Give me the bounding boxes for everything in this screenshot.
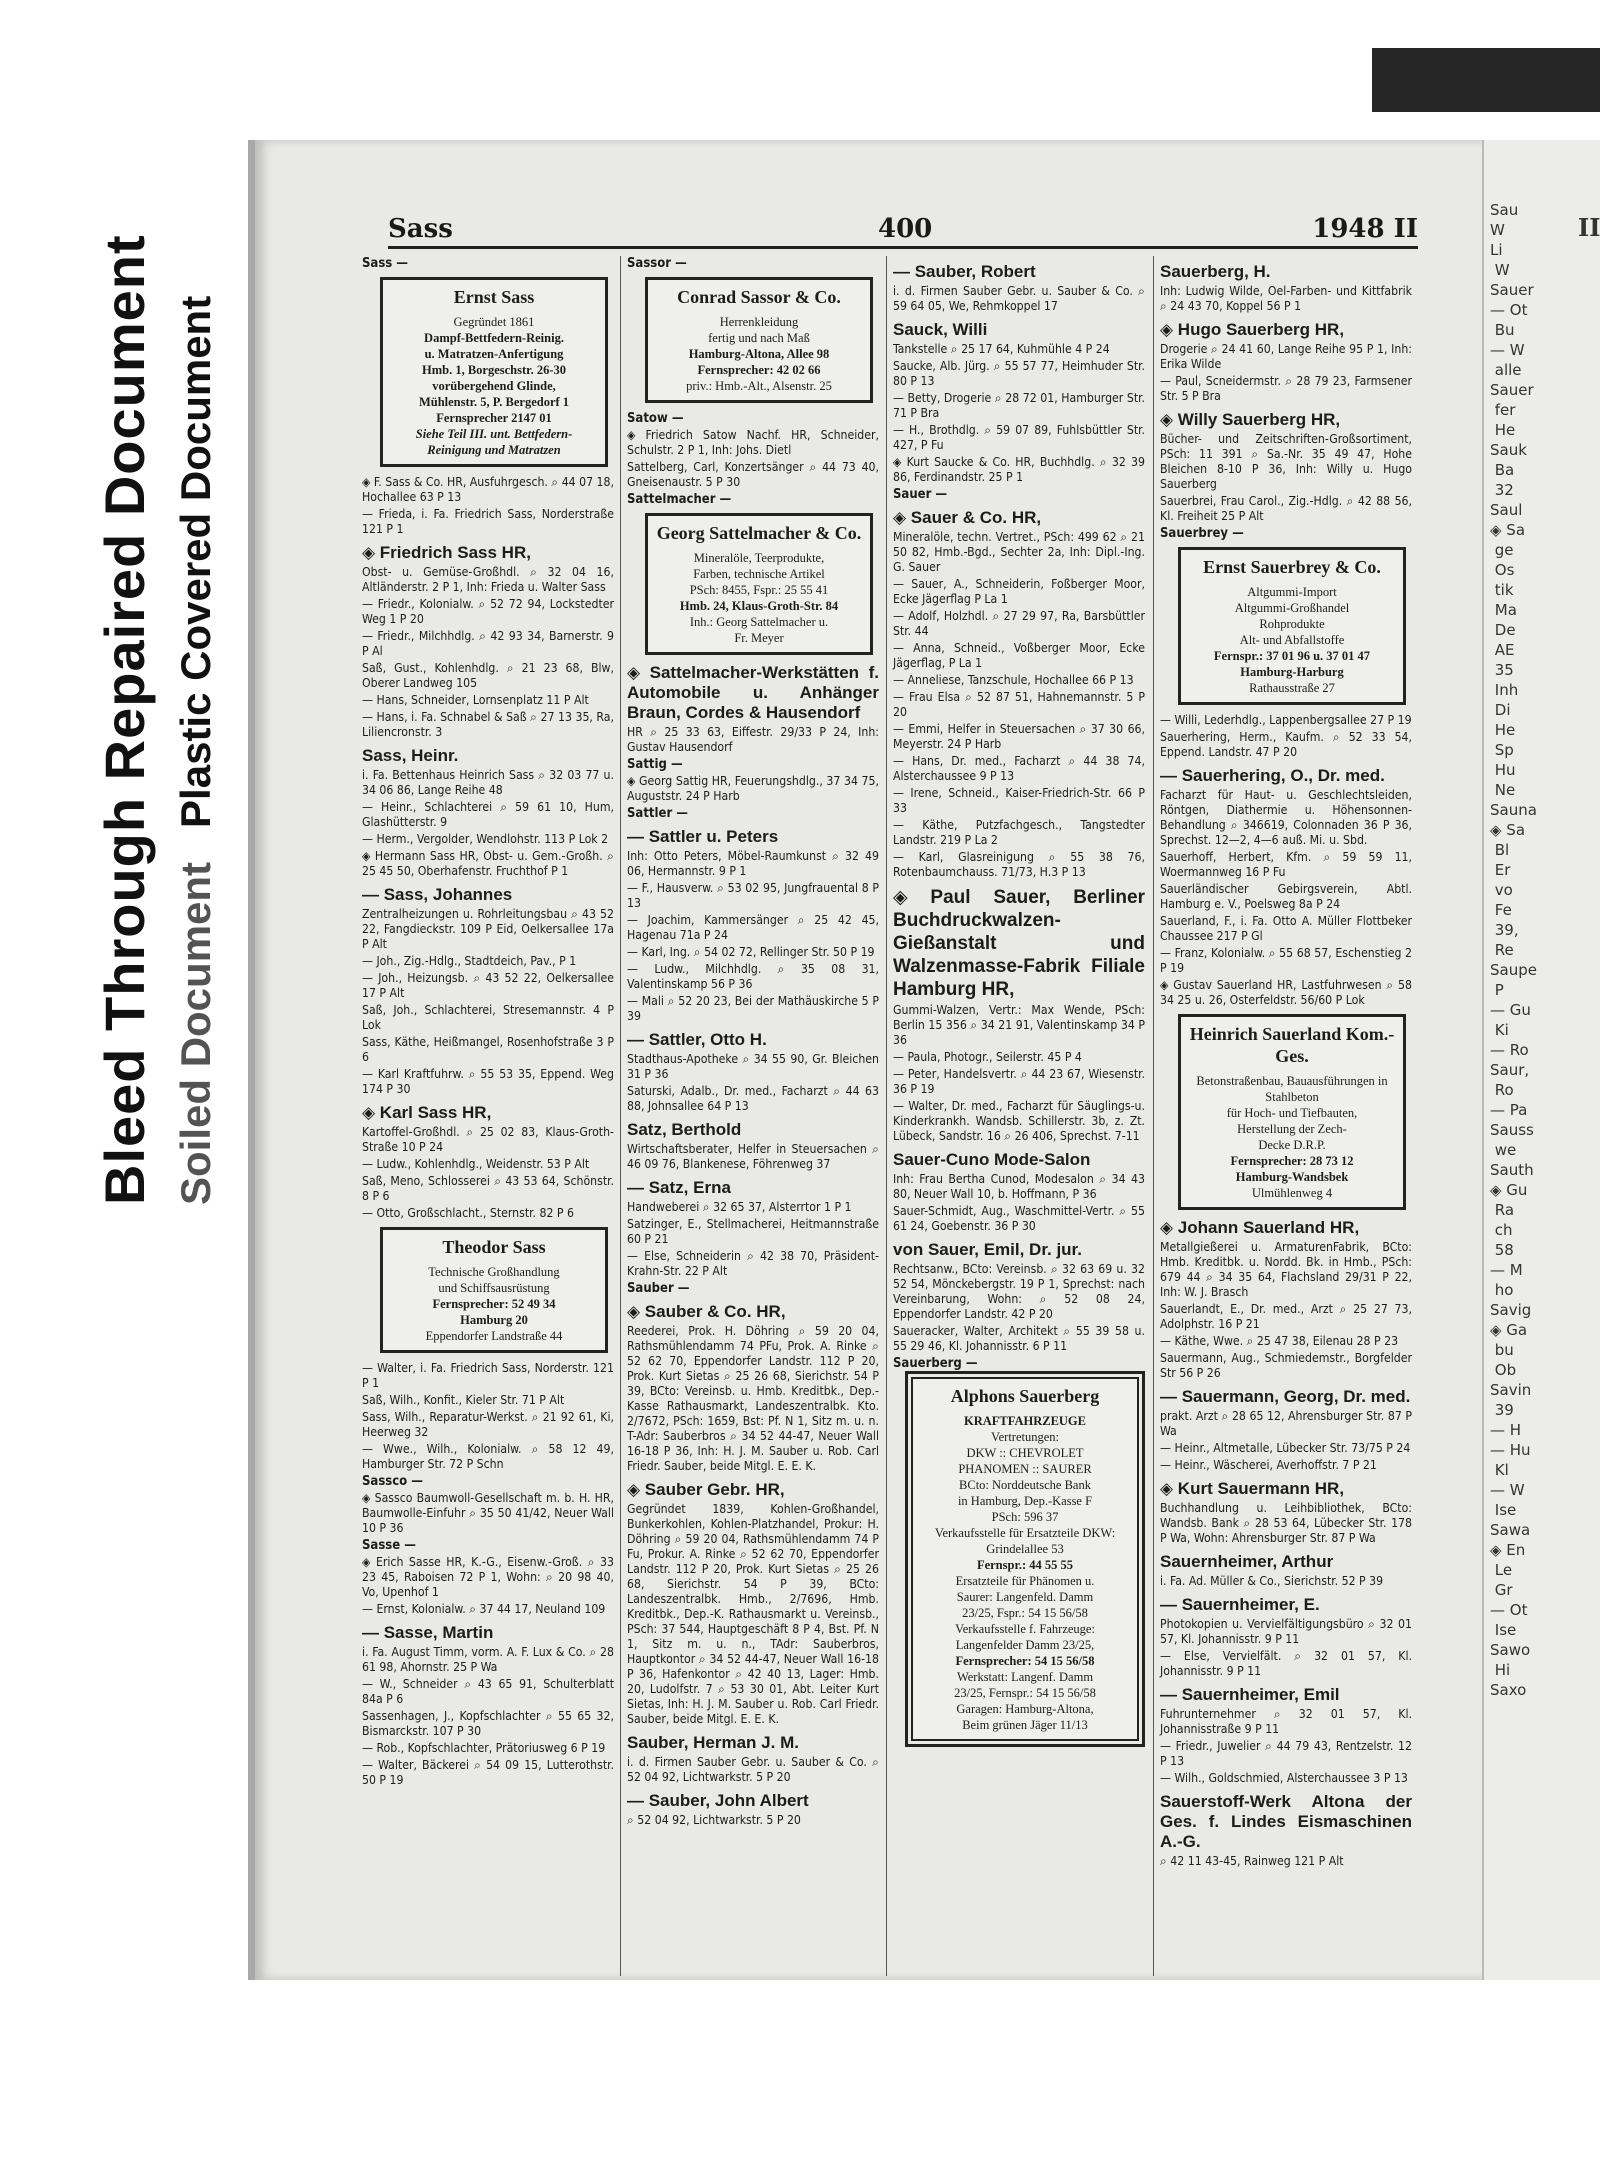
listing-name: Satz, Berthold [627,1120,742,1139]
listing-entry: Reederei, Prok. H. Döhring ⌕ 59 20 04, Rathsmühlendamm 74 PFu, Prok. A. Rinke ⌕ 52 62 70, Eppendorfer Landstr. 112 P 20, Prok. Kurt Sietas ⌕ 25 26 68, Sierichstr. 54 P 39, BCto: Vereinsb. u. Hmb. Kreditbk., Dep.-Kasse Rathausmarkt, Landeszentralbk. Kto. 2/7672, PSch: 1659, Bst: Pf. N 1, Sitz m. u. n. T-Adr: Sauberbros ⌕ 34 52 44-47, Neuer Wall 16-18 P 36, Inh: H. J. M. Sauber u. Rob. Carl Friedr. Sauber, beide Mitgl. E. E. K. [627,1324,879,1473]
advertisement-line: Eppendorfer Landstraße 44 [425,1329,563,1343]
advertisement-line: fertig und nach Maß [708,331,810,345]
listing-entry: Stadthaus-Apotheke ⌕ 34 55 90, Gr. Bleichen 31 P 36 [627,1052,879,1081]
listing-entry: — Karl Kraftfuhrw. ⌕ 55 53 35, Eppend. Weg 174 P 30 [362,1067,614,1096]
section-heading: Sauber — [627,1281,690,1296]
advertisement-line: Vertretungen: [990,1430,1060,1444]
listing-entry: Gegründet 1839, Kohlen-Großhandel, Bunkerkohlen, Kohlen-Platzhandel, Prokur: H. Döhring ⌕ 59 20 04, Rathsmühlendamm 74 P Fu, Prokur. A. Rinke ⌕ 52 62 70, Eppendorfer Landstr. 112 P 20, Prok. Kurt Sietas ⌕ 25 26 68, Sierichstr. 54 P 39, BCto: Landeszentralbk. Hmb., 2/7696, Hmb. Kreditbk., Dep.-K. Rathausmarkt u. Vereinsb., PSch: 37 544, Hauptgeschäft 8 P 4, Bst. Pf. N 1, Sitz m. u. n., TAdr: Sauberbros, Hauptkontor ⌕ 34 52 44-47, Neuer Wall 16-18 P 36, Hafenkontor ⌕ 42 40 13, Lager: Hmb. 20, Ludolfstr. 7 ⌕ 53 30 01, Abt. Leiter Kurt Sietas, Inh: H. J. M. Sauber u. Rob. Carl Friedr. Sauber, beide Mitgl. E. E. K. [627,1502,879,1726]
advertisement-line: Garagen: Hamburg-Altona, [956,1702,1094,1716]
listing-entry: Bücher- und Zeitschriften-Großsortiment, PSch: 11 391 ⌕ Sa.-Nr. 35 49 47, Hohe Bleichen 8-10 P 36, Inh: Willy u. Hugo Sauerberg [1160,432,1412,491]
listing-entry: — Herm., Vergolder, Wendlohstr. 113 P Lok 2 [362,832,609,846]
advertisement-box [380,277,608,467]
listing-entry: — Anna, Schneid., Voßberger Moor, Ecke Jägerflag, P La 1 [893,641,1145,670]
listing-entry: Inh: Frau Bertha Cunod, Modesalon ⌕ 34 43 80, Neuer Wall 10, b. Hoffmann, P 36 [893,1172,1145,1201]
advertisement-line: Verkaufsstelle f. Fahrzeuge: [955,1622,1095,1636]
advertisement-line: Rohprodukte [1259,617,1325,631]
listing-name: ◈ Kurt Sauermann HR, [1160,1479,1345,1498]
advertisement-line: und Schiffsausrüstung [438,1281,550,1295]
listing-name: von Sauer, Emil, Dr. jur. [893,1240,1082,1259]
advertisement-line: Siehe Teil III. unt. Bettfedern- [415,427,573,441]
advertisement-line: Altgummi-Import [1247,585,1337,599]
listing-entry: — Franz, Kolonialw. ⌕ 55 68 57, Eschenstieg 2 P 19 [1160,946,1412,975]
listing-entry: Handweberei ⌕ 32 65 37, Alsterrtor 1 P 1 [627,1200,852,1214]
listing-entry: — Joh., Zig.-Hdlg., Stadtdeich, Pav., P 1 [362,954,577,968]
advertisement-line: für Hoch- und Tiefbauten, [1226,1106,1358,1120]
advertisement-box [911,1377,1139,1741]
listing-name: ◈ Paul Sauer, Berliner Buchdruckwalzen-Gießanstalt und Walzenmasse-Fabrik Filiale Hamburg HR, [893,887,1145,1000]
listing-entry: — H., Brothdlg. ⌕ 59 07 89, Fuhlsbüttler Str. 427, P Fu [893,423,1145,452]
listing-entry: — Else, Schneiderin ⌕ 42 38 70, Präsident-Krahn-Str. 22 P Alt [627,1249,879,1278]
listing-entry: — F., Hausverw. ⌕ 53 02 95, Jungfrauental 8 P 13 [627,881,879,910]
advertisement-line: Fernsprecher: 42 02 66 [697,363,821,377]
adjacent-header: II [1578,213,1600,242]
advertisement-line: Fernsprecher 2147 01 [436,411,552,425]
advertisement-line: u. Matratzen-Anfertigung [424,347,564,361]
advertisement-line: Fernsprecher: 54 15 56/58 [955,1654,1095,1668]
listing-name: — Sauber, Robert [893,262,1036,281]
advertisement-line: Decke D.R.P. [1258,1138,1326,1152]
listing-entry: Buchhandlung u. Leihbibliothek, BCto: Wandsb. Bank ⌕ 28 53 64, Lübecker Str. 178 P Wa, Wohn: Ahrensburger Str. 87 P Wa [1160,1501,1412,1545]
listing-entry: — Mali ⌕ 52 20 23, Bei der Mathäuskirche 5 P 39 [627,994,879,1023]
advertisement-box [380,1227,608,1353]
advertisement-line: Beim grünen Jäger 11/13 [962,1718,1088,1732]
listing-entry: — Karl, Glasreinigung ⌕ 55 38 76, Rotenbaumchauss. 71/73, H.3 P 13 [893,850,1145,879]
listing-entry: — Karl, Ing. ⌕ 54 02 72, Rellinger Str. 50 P 19 [627,945,875,959]
listing-entry: — Willi, Lederhdlg., Lappenbergsallee 27 P 19 [1160,713,1412,727]
listing-name: — Sauermann, Georg, Dr. med. [1160,1387,1411,1406]
directory-column-3 [893,256,1145,1749]
advertisement-line: Altgummi-Großhandel [1234,601,1350,615]
advertisement-line: Ulmühlenweg 4 [1251,1186,1333,1200]
listing-entry: — Anneliese, Tanzschule, Hochallee 66 P 13 [893,673,1134,687]
label-plastic-covered: Plastic Covered Document [172,295,219,828]
advertisement-title: Conrad Sassor & Co. [677,287,841,307]
advertisement-box [1178,1014,1406,1210]
listing-name: — Satz, Erna [627,1178,731,1197]
listing-name: ◈ Sauber & Co. HR, [627,1302,786,1321]
advertisement-line: Alt- und Abfallstoffe [1239,633,1345,647]
listing-entry: Rechtsanw., BCto: Vereinsb. ⌕ 32 63 69 u. 32 52 54, Mönckebergstr. 19 P 1, Sprechst: nach Vereinbarung, Wohn: ⌕ 52 08 24, Eppendorfer Landstr. 42 P 20 [893,1262,1145,1321]
advertisement-line: Hmb. 1, Borgeschstr. 26-30 [422,363,566,377]
listing-entry: — Hans, Dr. med., Facharzt ⌕ 44 38 74, Alsterchaussee 9 P 13 [893,754,1145,783]
advertisement-title: Theodor Sass [442,1237,546,1257]
advertisement-line: Hmb. 24, Klaus-Groth-Str. 84 [679,599,839,613]
advertisement-line: Hamburg-Harburg [1240,665,1344,679]
listing-entry: i. Fa. August Timm, vorm. A. F. Lux & Co. ⌕ 28 61 98, Ahornstr. 25 P Wa [362,1645,614,1674]
listing-entry: ◈ Friedrich Satow Nachf. HR, Schneider, Schulstr. 2 P 1, Inh: Johs. Dietl [627,428,879,457]
advertisement-line: priv.: Hmb.-Alt., Alsenstr. 25 [686,379,832,393]
listing-name: ◈ Karl Sass HR, [362,1103,492,1122]
listing-entry: Sauer-Schmidt, Aug., Waschmittel-Vertr. ⌕ 55 61 24, Goebenstr. 36 P 30 [893,1204,1145,1233]
listing-entry: Inh: Otto Peters, Möbel-Raumkunst ⌕ 32 49 06, Hermannstr. 9 P 1 [627,849,879,878]
section-heading: Sattig — [627,757,683,772]
advertisement-line: PSch: 596 37 [991,1510,1059,1524]
listing-name: ◈ Sauer & Co. HR, [893,508,1042,527]
column-rule [620,256,621,1976]
advertisement-line: Gegründet 1861 [453,315,535,329]
advertisement-line: BCto: Norddeutsche Bank [959,1478,1091,1492]
advertisement-title: Ernst Sass [453,287,535,307]
listing-entry: Sass, Käthe, Heißmangel, Rosenhofstraße 3 P 6 [362,1035,614,1064]
label-soiled: Soiled Document [172,861,219,1205]
listing-entry: — Käthe, Wwe. ⌕ 25 47 38, Eilenau 28 P 23 [1160,1334,1399,1348]
advertisement-line: Hamburg-Altona, Allee 98 [688,347,830,361]
listing-entry: HR ⌕ 25 33 63, Eiffestr. 29/33 P 24, Inh: Gustav Hausendorf [627,725,879,754]
listing-name: — Sass, Johannes [362,885,513,904]
listing-entry: ◈ F. Sass & Co. HR, Ausfuhrgesch. ⌕ 44 07 18, Hochallee 63 P 13 [362,475,614,504]
adjacent-page-text: Sau W Li W Sauer — Ot Bu — W alle Sauer fer He Sauk Ba 32 Saul ◈ Sa ge Os tik Ma De AE 35 Inh Di He Sp Hu Ne Sauna ◈ Sa Bl Er vo Fe 39, Re Saupe P — Gu Ki — Ro Saur, Ro — Pa Sauss we Sauth ◈ Gu Ra ch 58 — M ho Savig ◈ Ga bu Ob Savin 39 — H — Hu Kl — W Ise Sawa ◈ En Le Gr — Ot Ise Sawo Hi Saxo [1490,201,1537,1699]
advertisement-line: Fernsprecher: 28 73 12 [1230,1154,1354,1168]
listing-entry: — Friedr., Juwelier ⌕ 44 79 43, Rentzelstr. 12 P 13 [1160,1739,1412,1768]
listing-entry: — Rob., Kopfschlachter, Prätoriusweg 6 P 19 [362,1741,606,1755]
advertisement-line: Mineralöle, Teerprodukte, [693,551,825,565]
listing-name: Sauck, Willi [893,320,988,339]
listing-entry: Photokopien u. Vervielfältigungsbüro ⌕ 32 01 57, Kl. Johannisstr. 9 P 11 [1160,1617,1412,1646]
listing-name: Sauernheimer, Arthur [1160,1552,1334,1571]
section-heading: Sattelmacher — [627,492,732,507]
listing-entry: — Else, Vervielfält. ⌕ 32 01 57, Kl. Johannisstr. 9 P 11 [1160,1649,1412,1678]
listing-entry: ◈ Gustav Sauerland HR, Lastfuhrwesen ⌕ 58 34 25 u. 26, Osterfeldstr. 56/60 P Lok [1160,978,1412,1007]
listing-entry: — Heinr., Wäscherei, Averhoffstr. 7 P 21 [1160,1458,1377,1472]
listing-entry: — Wwe., Wilh., Kolonialw. ⌕ 58 12 49, Hamburger Str. 72 P Schn [362,1442,614,1471]
listing-entry: — Friedr., Kolonialw. ⌕ 52 72 94, Lockstedter Weg 1 P 20 [362,597,614,626]
page-header [388,210,1418,249]
listing-name: — Sattler, Otto H. [627,1030,767,1049]
advertisement-line: 23/25, Fspr.: 54 15 56/58 [962,1606,1088,1620]
section-heading: Sass — [362,256,409,271]
listing-entry: — Walter, Bäckerei ⌕ 54 09 15, Lutterothstr. 50 P 19 [362,1758,614,1787]
listing-entry: — Hans, Schneider, Lornsenplatz 11 P Alt [362,693,589,707]
listing-entry: ◈ Georg Sattig HR, Feuerungshdlg., 37 34 75, Auguststr. 24 P Harb [627,774,879,803]
listing-name: Sauerstoff-Werk Altona der Ges. f. Lindes Eismaschinen A.-G. [1160,1792,1412,1851]
advertisement-title: Georg Sattelmacher & Co. [656,523,862,543]
listing-entry: i. Fa. Ad. Müller & Co., Sierichstr. 52 P 39 [1160,1574,1384,1588]
listing-entry: Wirtschaftsberater, Helfer in Steuersachen ⌕ 46 09 76, Blankenese, Föhrenweg 37 [627,1142,879,1171]
label-soiled-plastic [172,296,220,1205]
advertisement-line: Werkstatt: Langenf. Damm [956,1670,1094,1684]
listing-entry: — Heinr., Altmetalle, Lübecker Str. 73/75 P 24 [1160,1441,1411,1455]
section-heading: Sauer — [893,487,948,502]
advertisement-line: Ersatzteile für Phänomen u. [955,1574,1095,1588]
listing-entry: — Ludw., Kohlenhdlg., Weidenstr. 53 P Alt [362,1157,590,1171]
listing-entry: — Irene, Schneid., Kaiser-Friedrich-Str. 66 P 33 [893,786,1145,815]
advertisement-line: Fernspr.: 37 01 96 u. 37 01 47 [1213,649,1371,663]
listing-name: ◈ Friedrich Sass HR, [362,543,531,562]
listing-entry: Sauerbrei, Frau Carol., Zig.-Hdlg. ⌕ 42 88 56, Kl. Freiheit 25 P Alt [1160,494,1412,523]
page-number: 400 [878,214,933,244]
listing-entry: Sattelberg, Carl, Konzertsänger ⌕ 44 73 40, Gneisenaustr. 5 P 30 [627,460,879,489]
listing-entry: — Ernst, Kolonialw. ⌕ 37 44 17, Neuland 109 [362,1602,606,1616]
listing-entry: ⌕ 42 11 43-45, Rainweg 121 P Alt [1160,1854,1344,1868]
section-heading: Sauerberg — [893,1356,978,1371]
advertisement-line: Dampf-Bettfedern-Reinig. [424,331,564,345]
listing-entry: prakt. Arzt ⌕ 28 65 12, Ahrensburger Str. 87 P Wa [1160,1409,1412,1438]
listing-name: Sauerberg, H. [1160,262,1271,281]
listing-name: — Sauernheimer, E. [1160,1595,1320,1614]
advertisement-line: in Hamburg, Dep.-Kasse F [957,1494,1093,1508]
listing-name: ◈ Sattelmacher-Werkstätten f. Automobile u. Anhänger Braun, Cordes & Hausendorf [627,663,879,722]
advertisement-line: PHANOMEN :: SAURER [958,1462,1092,1476]
listing-entry: — Emmi, Helfer in Steuersachen ⌕ 37 30 66, Meyerstr. 24 P Harb [893,722,1145,751]
listing-name: ◈ Johann Sauerland HR, [1160,1218,1360,1237]
listing-entry: Gummi-Walzen, Vertr.: Max Wende, PSch: Berlin 15 356 ⌕ 34 21 91, Valentinskamp 34 P 36 [893,1003,1145,1047]
listing-entry: — Walter, Dr. med., Facharzt für Säuglings-u. Kinderkrankh. Wandsb. Schillerstr. 3b, z. Zt. Lübeck, Sandstr. 16 ⌕ 26 406, Sprechst. 7-11 [893,1099,1145,1143]
listing-entry: Sauerlandt, E., Dr. med., Arzt ⌕ 25 27 73, Adolphstr. 16 P 21 [1160,1302,1412,1331]
advertisement-line: Fr. Meyer [734,631,784,645]
listing-name: — Sauernheimer, Emil [1160,1685,1340,1704]
advertisement-line: Hamburg-Wandsbek [1235,1170,1349,1184]
listing-entry: Sauermann, Aug., Schmiedemstr., Borgfelder Str 56 P 26 [1160,1351,1412,1380]
advertisement-line: KRAFTFAHRZEUGE [964,1414,1086,1428]
listing-name: — Sasse, Martin [362,1623,494,1642]
listing-entry: — Frieda, i. Fa. Friedrich Sass, Norderstraße 121 P 1 [362,507,614,536]
directory-column-1 [362,256,614,1790]
advertisement-line: Saurer: Langenfeld. Damm [956,1590,1094,1604]
advertisement-title: Alphons Sauerberg [950,1386,1100,1406]
listing-entry: — Adolf, Holzhdl. ⌕ 27 29 97, Ra, Barsbüttler Str. 44 [893,609,1145,638]
listing-name: ◈ Sauber Gebr. HR, [627,1480,785,1499]
advertisement-line: Hamburg 20 [460,1313,528,1327]
advertisement-line: Farben, technische Artikel [693,567,825,581]
listing-entry: Drogerie ⌕ 24 41 60, Lange Reihe 95 P 1, Inh: Erika Wilde [1160,342,1412,371]
listing-entry: — Joachim, Kammersänger ⌕ 25 42 45, Hagenau 71a P 24 [627,913,879,942]
listing-entry: — Otto, Großschlacht., Sternstr. 82 P 6 [362,1206,574,1220]
listing-entry: — Käthe, Putzfachgesch., Tangstedter Landstr. 219 P La 2 [893,818,1145,847]
listing-name: — Sattler u. Peters [627,827,779,846]
listing-entry: — Betty, Drogerie ⌕ 28 72 01, Hamburger Str. 71 P Bra [893,391,1145,420]
listing-entry: Saucke, Alb. Jürg. ⌕ 55 57 77, Heimhuder Str. 80 P 13 [893,359,1145,388]
listing-entry: ◈ Kurt Saucke & Co. HR, Buchhdlg. ⌕ 32 39 86, Ferdinandstr. 25 P 1 [893,455,1145,484]
listing-entry: Facharzt für Haut- u. Geschlechtsleiden, Röntgen, Diathermie u. Höhensonnen-Behandlung ⌕ 346619, Colonnaden 36 P 36, Sprechst. 12—2, 4—6 auß. Mi. u. Sbd. [1160,788,1412,847]
listing-entry: Obst- u. Gemüse-Großhdl. ⌕ 32 04 16, Altländerstr. 2 P 1, Inh: Frieda u. Walter Sass [362,565,614,594]
advertisement-line: Rathausstraße 27 [1249,681,1335,695]
advertisement-line: PSch: 8455, Fspr.: 25 55 41 [689,583,829,597]
header-year-volume: 1948 II [1312,214,1418,244]
listing-entry: ◈ Hermann Sass HR, Obst- u. Gem.-Großh. ⌕ 25 45 50, Oberhafenstr. Fruchthof P 1 [362,849,614,878]
listing-entry: i. d. Firmen Sauber Gebr. u. Sauber & Co. ⌕ 52 04 92, Lichtwarkstr. 5 P 20 [627,1755,879,1784]
listing-entry: — Sauer, A., Schneiderin, Foßberger Moor, Ecke Jägerflag P La 1 [893,577,1145,606]
listing-entry: ⌕ 52 04 92, Lichtwarkstr. 5 P 20 [627,1813,801,1827]
listing-entry: — Wilh., Goldschmied, Alsterchaussee 3 P 13 [1160,1771,1408,1785]
advertisement-line: Herrenkleidung [719,315,799,329]
listing-entry: — Heinr., Schlachterei ⌕ 59 61 10, Hum, Glashütterstr. 9 [362,800,614,829]
section-heading: Sassor — [627,256,687,271]
advertisement-line: Inh.: Georg Sattelmacher u. [689,615,829,629]
section-heading: Sattler — [627,806,688,821]
listing-entry: — Walter, i. Fa. Friedrich Sass, Norderstr. 121 P 1 [362,1361,614,1390]
advertisement-box [645,277,873,403]
directory-column-4 [1160,256,1412,1871]
listing-entry: Metallgießerei u. ArmaturenFabrik, BCto: Hmb. Kreditbk. u. Nordd. Bk. in Hmb., PSch: 679 44 ⌕ 34 35 64, Flachsland 29/31 P 22, Inh: W. J. Brasch [1160,1240,1412,1299]
listing-entry: Sassenhagen, J., Kopfschlachter ⌕ 55 65 32, Bismarckstr. 107 P 30 [362,1709,614,1738]
advertisement-line: Fernspr.: 44 55 55 [976,1558,1074,1572]
listing-entry: Inh: Ludwig Wilde, Oel-Farben- und Kittfabrik ⌕ 24 43 70, Koppel 56 P 1 [1160,284,1412,313]
listing-entry: Sauerländischer Gebirgsverein, Abtl. Hamburg e. V., Poelsweg 8a P 24 [1160,882,1412,911]
listing-entry: Sass, Wilh., Reparatur-Werkst. ⌕ 21 92 61, Ki, Heerweg 32 [362,1410,614,1439]
scan-corner-shadow [1372,48,1600,112]
listing-entry: — Friedr., Milchhdlg. ⌕ 42 93 34, Barnerstr. 9 P Al [362,629,614,658]
listing-entry: ◈ Erich Sasse HR, K.-G., Eisenw.-Groß. ⌕ 33 23 45, Raboisen 72 P 1, Wohn: ⌕ 20 98 40, Vo, Upenhof 1 [362,1555,614,1599]
listing-entry: — Frau Elsa ⌕ 52 87 51, Hahnemannstr. 5 P 20 [893,690,1145,719]
listing-entry: Saß, Wilh., Konfit., Kieler Str. 71 P Alt [362,1393,565,1407]
label-bleed-through-repaired: Bleed Through Repaired Document [93,234,156,1205]
listing-name: Sauer-Cuno Mode-Salon [893,1150,1091,1169]
advertisement-line: vorübergehend Glinde, [432,379,556,393]
header-keyword: Sass [388,214,453,244]
section-heading: Satow — [627,411,684,426]
listing-entry: Mineralöle, techn. Vertret., PSch: 499 62 ⌕ 21 50 82, Hmb.-Bgd., Sechter 2a, Inh: Dipl.-Ing. G. Sauer [893,530,1145,574]
advertisement-box [645,513,873,655]
listing-entry: Kartoffel-Großhdl. ⌕ 25 02 83, Klaus-Groth-Straße 10 P 24 [362,1125,614,1154]
advertisement-line: Verkaufsstelle für Ersatzteile DKW: Grindelallee 53 [934,1526,1116,1556]
listing-entry: Sauerhering, Herm., Kaufm. ⌕ 52 33 54, Eppend. Landstr. 47 P 20 [1160,730,1412,759]
listing-name: Sass, Heinr. [362,746,459,765]
listing-entry: — W., Schneider ⌕ 43 65 91, Schulterblatt 84a P 6 [362,1677,614,1706]
listing-entry: — Paula, Photogr., Seilerstr. 45 P 4 [893,1050,1082,1064]
advertisement-line: Betonstraßenbau, Bauausführungen in Stahlbeton [1196,1074,1388,1104]
listing-name: Sauber, Herman J. M. [627,1733,799,1752]
listing-entry: Saß, Gust., Kohlenhdlg. ⌕ 21 23 68, Blw, Oberer Landweg 105 [362,661,614,690]
listing-entry: — Hans, i. Fa. Schnabel & Saß ⌕ 27 13 35, Ra, Liliencronstr. 3 [362,710,614,739]
advertisement-line: Reinigung und Matratzen [427,443,561,457]
listing-entry: — Joh., Heizungsb. ⌕ 43 52 22, Oelkersallee 17 P Alt [362,971,614,1000]
listing-entry: Zentralheizungen u. Rohrleitungsbau ⌕ 43 52 22, Fangdieckstr. 109 P Eid, Oelkersallee 17a P Alt [362,907,614,951]
advertisement-box [1178,547,1406,705]
advertisement-line: Mühlenstr. 5, P. Bergedorf 1 [418,395,570,409]
listing-entry: i. d. Firmen Sauber Gebr. u. Sauber & Co. ⌕ 59 64 05, We, Rehmkoppel 17 [893,284,1145,313]
advertisement-line: Fernsprecher: 52 49 34 [432,1297,556,1311]
advertisement-line: 23/25, Fernspr.: 54 15 56/58 [954,1686,1096,1700]
listing-entry: Sauerland, F., i. Fa. Otto A. Müller Flottbeker Chaussee 217 P Gl [1160,914,1412,943]
section-heading: Sauerbrey — [1160,526,1244,541]
listing-entry: Saß, Meno, Schlosserei ⌕ 43 53 64, Schönstr. 8 P 6 [362,1174,614,1203]
section-heading: Sasse — [362,1538,416,1553]
section-heading: Sassco — [362,1474,423,1489]
advertisement-title: Heinrich Sauerland Kom.-Ges. [1189,1024,1395,1066]
advertisement-line: Herstellung der Zech- [1237,1122,1347,1136]
listing-entry: i. Fa. Bettenhaus Heinrich Sass ⌕ 32 03 77 u. 34 06 86, Lange Reihe 48 [362,768,614,797]
advertisement-line: DKW :: CHEVROLET [966,1446,1084,1460]
listing-entry: ◈ Sassco Baumwoll-Gesellschaft m. b. H. HR, Baumwolle-Einfuhr ⌕ 35 50 41/42, Neuer Wall 10 P 36 [362,1491,614,1535]
listing-name: — Sauerhering, O., Dr. med. [1160,766,1385,785]
listing-name: — Sauber, John Albert [627,1791,809,1810]
listing-entry: Saß, Joh., Schlachterei, Stresemannstr. 4 P Lok [362,1003,614,1032]
advertisement-line: Technische Großhandlung [428,1265,560,1279]
advertisement-line: Langenfelder Damm 23/25, [955,1638,1095,1652]
listing-entry: — Paul, Scneidermstr. ⌕ 28 79 23, Farmsener Str. 5 P Bra [1160,374,1412,403]
listing-name: ◈ Willy Sauerberg HR, [1160,410,1341,429]
listing-entry: Sauerhoff, Herbert, Kfm. ⌕ 59 59 11, Woermannweg 16 P Fu [1160,850,1412,879]
listing-entry: — Ludw., Milchhdlg. ⌕ 35 08 31, Valentinskamp 56 P 36 [627,962,879,991]
listing-entry: — Peter, Handelsvertr. ⌕ 44 23 67, Wiesenstr. 36 P 19 [893,1067,1145,1096]
listing-name: ◈ Hugo Sauerberg HR, [1160,320,1345,339]
advertisement-title: Ernst Sauerbrey & Co. [1203,557,1381,577]
listing-entry: Fuhrunternehmer ⌕ 32 01 57, Kl. Johannisstraße 9 P 11 [1160,1707,1412,1736]
listing-entry: Saueracker, Walter, Architekt ⌕ 55 39 58 u. 55 29 46, Kl. Johannisstr. 6 P 11 [893,1324,1145,1353]
directory-column-2 [627,256,879,1830]
adjacent-page-fragment [1482,140,1600,1980]
column-rule [886,256,887,1976]
column-rule [1153,256,1154,1976]
listing-entry: Satzinger, E., Stellmacherei, Heitmannstraße 60 P 21 [627,1217,879,1246]
listing-entry: Saturski, Adalb., Dr. med., Facharzt ⌕ 44 63 88, Johnsallee 64 P 13 [627,1084,879,1113]
listing-entry: Tankstelle ⌕ 25 17 64, Kuhmühle 4 P 24 [893,342,1110,356]
